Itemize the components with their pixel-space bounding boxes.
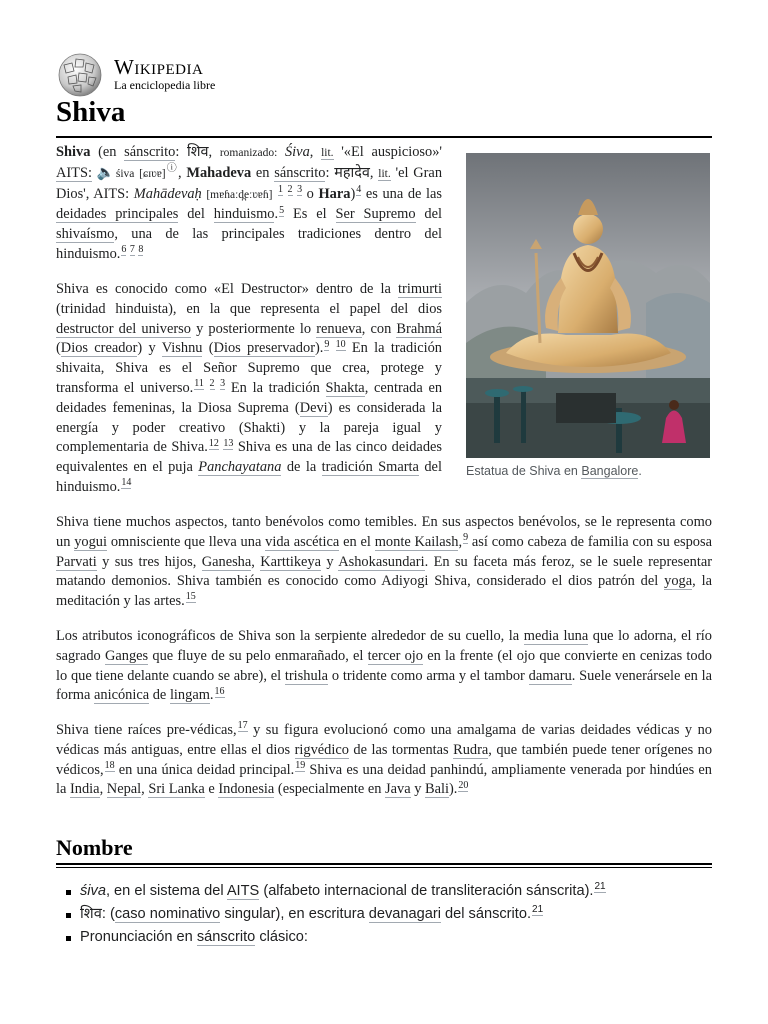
ref-8[interactable]: 8 <box>138 244 144 256</box>
page-title: Shiva <box>56 96 126 128</box>
link-nepal[interactable]: Nepal <box>106 781 142 798</box>
link-sri-lanka[interactable]: Sri Lanka <box>148 781 205 798</box>
link-rudra[interactable]: Rudra <box>453 741 489 758</box>
text: de la <box>286 459 317 476</box>
ref-10[interactable]: 10 <box>335 338 346 350</box>
label-romanizado: romanizado: <box>219 147 278 159</box>
link-media-luna[interactable]: media luna <box>523 628 589 644</box>
text: omnisciente que lleva una <box>110 533 262 550</box>
ref-9[interactable]: 9 <box>324 338 330 350</box>
text: . En su faceta más feroz, se le suele representar matando demonios. Shiva también es conocido como Adiyogi Shiva, considerado el dios patrón del <box>56 553 713 590</box>
link-dios-preservador[interactable]: Dios preservador <box>213 340 315 357</box>
text: , <box>99 781 104 798</box>
link-lit-2[interactable]: lit. <box>378 167 391 180</box>
text: . Suele venerársele en la forma <box>56 667 712 704</box>
ref-17[interactable]: 17 <box>237 720 248 732</box>
text: ( <box>208 340 214 357</box>
link-damaru[interactable]: damaru <box>528 667 572 684</box>
link-aits[interactable]: AITS: <box>56 164 92 181</box>
ref-5[interactable]: 5 <box>279 204 285 216</box>
paragraph-raices <box>56 721 712 800</box>
link-bangalore[interactable]: Bangalore <box>581 464 639 478</box>
link-aniconica[interactable]: anicónica <box>93 687 150 704</box>
text: En la tradición shivaita, Shiva es el Señor Supremo que crea, protege y transforma el universo. <box>56 340 442 396</box>
wikipedia-tagline: La enciclopedia libre <box>114 78 216 92</box>
text: En la tradición <box>230 379 320 396</box>
text: o <box>306 185 314 202</box>
text: . <box>274 206 279 223</box>
ipa-text: [ɕɪʋɐ] <box>139 167 166 180</box>
text: del sánscrito. <box>445 906 532 922</box>
text: Los atributos iconográficos de Shiva son la serpiente alrededor de su cuello, la <box>56 628 520 644</box>
text: ) es considerada la energía y poder creativo (Shakti) y la pareja igual y complementaria de Shiva. <box>56 399 442 456</box>
text: singular), en escritura <box>224 906 365 922</box>
text: AITS: <box>93 185 130 202</box>
literal-meaning-2: 'el Gran Dios', <box>56 164 443 202</box>
audio-label[interactable]: śiva <box>115 167 135 180</box>
link-vida-ascetica[interactable]: vida ascética <box>265 533 340 550</box>
ref-21b[interactable]: 21 <box>532 904 544 916</box>
text: ). <box>314 340 324 357</box>
link-renueva[interactable]: renueva <box>316 320 362 337</box>
paragraph-atributos <box>56 627 712 706</box>
ref-4[interactable]: 4 <box>356 183 362 195</box>
devanagari-text: शिव <box>80 906 102 922</box>
text: y sus tres hijos, <box>102 553 197 570</box>
link-ganesha[interactable]: Ganesha <box>201 553 252 570</box>
ipa-text-2: [mɐɦaːd̪eːʋɐɦ] <box>206 188 273 201</box>
text: del hinduismo. <box>56 459 442 495</box>
text: , la meditación y las artes. <box>56 573 712 610</box>
link-bali[interactable]: Bali <box>425 781 449 798</box>
romanized-name: śiva <box>80 883 106 899</box>
text: del <box>187 206 205 223</box>
figure-caption <box>466 464 710 478</box>
caption-text: Estatua de Shiva en <box>466 464 578 478</box>
subject-name: Shiva <box>56 144 91 160</box>
text: en una única deidad principal. <box>118 761 295 778</box>
link-devi[interactable]: Devi <box>299 399 328 416</box>
nombre-list <box>56 880 712 949</box>
link-monte-kailash[interactable]: monte Kailash <box>374 533 459 550</box>
text: ( <box>109 906 115 922</box>
shiva-statue-photo[interactable] <box>466 153 710 458</box>
text: así como cabeza de familia con su esposa <box>471 533 712 550</box>
section-heading-nombre: Nombre <box>56 835 133 860</box>
infobox-figure <box>466 153 710 478</box>
text: en el <box>343 533 371 550</box>
link-dios-creador[interactable]: Dios creador <box>60 340 138 357</box>
text: (trinidad hinduista), en la que representa el papel del dios <box>56 300 442 317</box>
ref-1[interactable]: 1 <box>278 183 284 195</box>
link-rigvedico[interactable]: rigvédico <box>294 741 349 758</box>
text: (especialmente en <box>277 781 382 798</box>
text: Shiva es conocido como «El Destructor» dentro de la <box>56 281 391 297</box>
text: , <box>309 144 314 160</box>
literal-meaning: '«El auspicioso»' <box>341 144 443 160</box>
link-java[interactable]: Java <box>385 781 411 798</box>
text: que lo adorna, el río sagrado <box>56 628 713 664</box>
ref-15[interactable]: 15 <box>185 591 196 603</box>
link-shivaismo[interactable]: shivaísmo <box>56 226 115 243</box>
text: ) <box>350 185 356 202</box>
text: (alfabeto internacional de transliteración sánscrita). <box>263 883 594 899</box>
link-devanagari[interactable]: devanagari <box>368 906 441 922</box>
romanized-name-2: Mahādevaḥ <box>133 185 202 202</box>
link-karttikeya[interactable]: Karttikeya <box>260 553 322 570</box>
link-vishnu[interactable]: Vishnu <box>161 340 203 357</box>
link-caso-nominativo[interactable]: caso nominativo <box>114 906 221 922</box>
ref-19[interactable]: 19 <box>295 759 306 771</box>
text: e <box>208 781 215 798</box>
romanized-name: Śiva <box>284 144 310 160</box>
text: : <box>325 164 330 181</box>
text: , <box>458 533 463 550</box>
title-underline <box>56 136 712 138</box>
text: , <box>141 781 145 798</box>
text: . <box>638 464 642 478</box>
ref-3b[interactable]: 3 <box>220 378 226 390</box>
text: es una de las <box>365 185 443 202</box>
link-panchayatana[interactable]: Panchayatana <box>198 459 282 476</box>
ref-14[interactable]: 14 <box>121 477 132 489</box>
link-yoga[interactable]: yoga <box>664 573 693 590</box>
speaker-icon[interactable]: 🔈 <box>96 164 116 181</box>
ref-2[interactable]: 2 <box>287 183 293 195</box>
ref-11[interactable]: 11 <box>194 378 204 390</box>
text: Shiva tiene muchos aspectos, tanto benévolos como temibles. En sus aspectos benévolos, se le representa como un <box>56 514 712 550</box>
text: y posteriormente lo <box>196 320 312 337</box>
link-indonesia[interactable]: Indonesia <box>218 781 275 798</box>
link-aits-list[interactable]: AITS <box>226 883 260 899</box>
text: y <box>414 781 422 798</box>
devanagari-text: शिव <box>187 144 209 160</box>
text: en la frente (el ojo que convierte en cenizas todo lo que tiene delante cuando se abre), el <box>56 647 712 684</box>
text: . <box>209 687 214 704</box>
link-parvati[interactable]: Parvati <box>56 553 97 570</box>
text: que fluye de su pelo enmarañado, el <box>152 647 364 664</box>
link-tradicion-smarta[interactable]: tradición Smarta <box>321 459 419 476</box>
text: del <box>424 206 442 223</box>
text: y <box>326 553 334 570</box>
ref-12[interactable]: 12 <box>208 437 219 449</box>
devanagari-text-2: महादेव <box>334 164 370 181</box>
text: ) y <box>137 340 156 357</box>
text: : <box>101 906 106 922</box>
link-sanskrito-2[interactable]: sánscrito <box>274 164 326 181</box>
text: Shiva es una deidad panhindú, ampliamente venerada por hindúes en la <box>56 761 712 798</box>
intro-paragraph <box>56 143 442 265</box>
text: , una de las principales tradiciones dentro del hinduismo. <box>56 226 442 262</box>
list-item <box>56 926 712 949</box>
link-ganges[interactable]: Ganges <box>104 647 149 664</box>
text: de <box>152 687 167 704</box>
ref-16[interactable]: 16 <box>214 685 225 697</box>
link-sanskrito[interactable]: sánscrito <box>124 144 176 160</box>
paragraph-destructor <box>56 280 442 498</box>
link-destructor-universo[interactable]: destructor del universo <box>56 320 191 337</box>
site-header <box>56 53 356 97</box>
list-item <box>56 880 712 903</box>
link-hinduismo[interactable]: hinduismo <box>213 206 275 223</box>
link-tercer-ojo[interactable]: tercer ojo <box>367 647 423 664</box>
link-deidades-principales[interactable]: deidades principales <box>56 206 179 223</box>
link-lingam[interactable]: lingam <box>169 687 210 704</box>
ref-13[interactable]: 13 <box>223 437 234 449</box>
link-ashokasundari[interactable]: Ashokasundari <box>338 553 425 570</box>
text: , que también puede tener orígenes no védicos, <box>56 741 713 778</box>
text: , <box>177 164 182 181</box>
text: , en el sistema del <box>105 883 224 899</box>
ref-20[interactable]: 20 <box>458 779 469 791</box>
ref-7[interactable]: 7 <box>129 244 135 256</box>
text: ). <box>449 781 458 798</box>
link-yogui[interactable]: yogui <box>74 533 107 550</box>
section-rule-thin <box>56 867 712 868</box>
wikipedia-wordmark[interactable]: Wikipedia <box>114 55 204 79</box>
section-rule <box>56 863 712 865</box>
text: Shiva es una de las cinco deidades equivalentes en el puja <box>56 439 443 476</box>
text: Shiva tiene raíces pre-védicas, <box>56 722 237 738</box>
link-shakta[interactable]: Shakta <box>325 379 365 396</box>
text: , centrada en deidades femeninas, la Diosa Suprema ( <box>56 379 443 416</box>
text: y su figura evolucionó como una amalgama de varias deidades védicas y no védicas más antiguas, entre ellas el dios <box>56 722 712 758</box>
text: en <box>255 164 270 181</box>
list-item <box>56 903 712 926</box>
ref-3[interactable]: 3 <box>297 183 303 195</box>
link-lit[interactable]: lit. <box>321 147 334 159</box>
link-brahma[interactable]: Brahmá <box>396 320 442 337</box>
text: , <box>251 553 255 570</box>
link-sanskrito-list[interactable]: sánscrito <box>196 929 256 945</box>
text: , <box>369 164 374 181</box>
ref-9c[interactable]: 9 <box>463 532 469 543</box>
text: de las tormentas <box>353 741 449 758</box>
ref-18[interactable]: 18 <box>104 759 115 771</box>
text: , <box>208 144 213 160</box>
link-india[interactable]: India <box>70 781 100 798</box>
text: ( <box>56 340 61 357</box>
hara: Hara <box>318 185 351 202</box>
audio-info-icon[interactable]: ⓘ <box>165 163 178 174</box>
link-ser-supremo[interactable]: Ser Supremo <box>335 206 416 223</box>
link-trimurti[interactable]: trimurti <box>398 281 442 297</box>
text: (en <box>98 144 117 160</box>
ref-21[interactable]: 21 <box>594 881 606 893</box>
ref-2b[interactable]: 2 <box>209 378 215 390</box>
text: o tridente como arma y el tambor <box>331 667 525 684</box>
ref-6[interactable]: 6 <box>121 244 127 256</box>
text: Pronunciación en <box>80 929 193 945</box>
mahadeva: Mahadeva <box>186 164 252 181</box>
wikipedia-globe-logo[interactable] <box>56 53 104 97</box>
text: Es el <box>292 206 327 223</box>
text: : <box>175 144 180 160</box>
text: , con <box>361 320 392 337</box>
link-trishula[interactable]: trishula <box>284 667 329 684</box>
text: clásico: <box>259 929 308 945</box>
paragraph-aspectos <box>56 513 712 612</box>
